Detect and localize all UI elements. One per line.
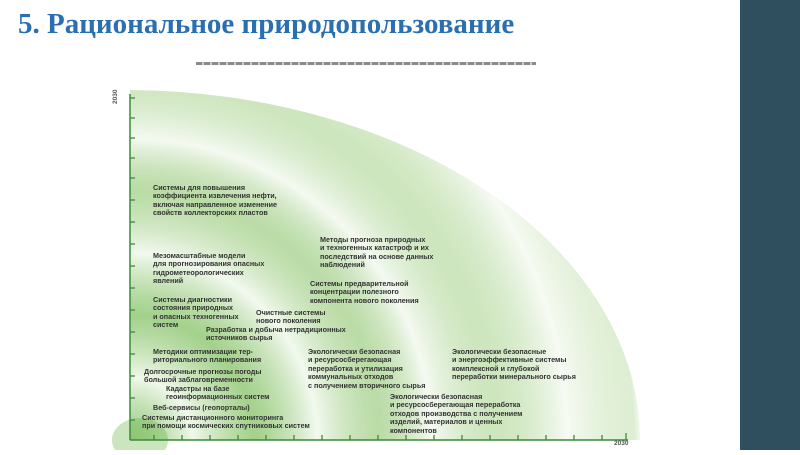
label-unconventional-sources: Разработка и добыча нетрадиционных источников сырья [206,325,346,343]
label-diagnostics: Системы диагностики состояния природных и опасных техногенных систем [153,295,239,330]
label-oil-recovery: Системы для повышения коэффициента извлечения нефти, включая направленное изменение свойств коллекторских пластов [153,183,278,218]
label-remote-monitoring: Системы дистанционного мониторинга при помощи космических спутниковых систем [142,413,310,431]
label-mineral-processing: Экологически безопасные и энергоэффективные системы комплексной и глубокой переработки минерального сырья [452,347,576,382]
label-mesoscale-models: Мезомасштабные модели для прогнозирования опасных гидрометеорологических явлений [153,251,265,286]
label-gis-cadastre: Кадастры на базе геоинформационных систем [166,384,270,402]
label-industrial-waste: Экологически безопасная и ресурсосберегающая переработка отходов производства с получением изделий, материалов и ценных компонентов [390,392,523,435]
subtitle-bar [196,62,536,65]
label-weather-forecast: Долгосрочные прогнозы погоды большой заблаговременности [144,367,262,385]
label-disaster-forecast: Методы прогноза природных и техногенных катастроф и их последствий на основе данных наблюдений [320,235,434,270]
right-side-strip [740,0,800,450]
label-municipal-waste: Экологически безопасная и ресурсосберегающая переработка и утилизация коммунальных отходов с получением вторичного сырья [308,347,426,390]
axis-year-top: 2030 [112,89,119,104]
label-preconcentration: Системы предварительной концентрации полезного компонента нового поколения [310,279,419,305]
label-web-services: Веб-сервисы (геопорталы) [153,403,250,412]
label-treatment-systems: Очистные системы нового поколения [256,308,326,326]
axis-year-right: 2030 [614,440,629,447]
slide-title: 5. Рациональное природопользование [18,8,515,40]
label-territorial-planning: Методики оптимизации тер- риториального планирования [153,347,262,365]
